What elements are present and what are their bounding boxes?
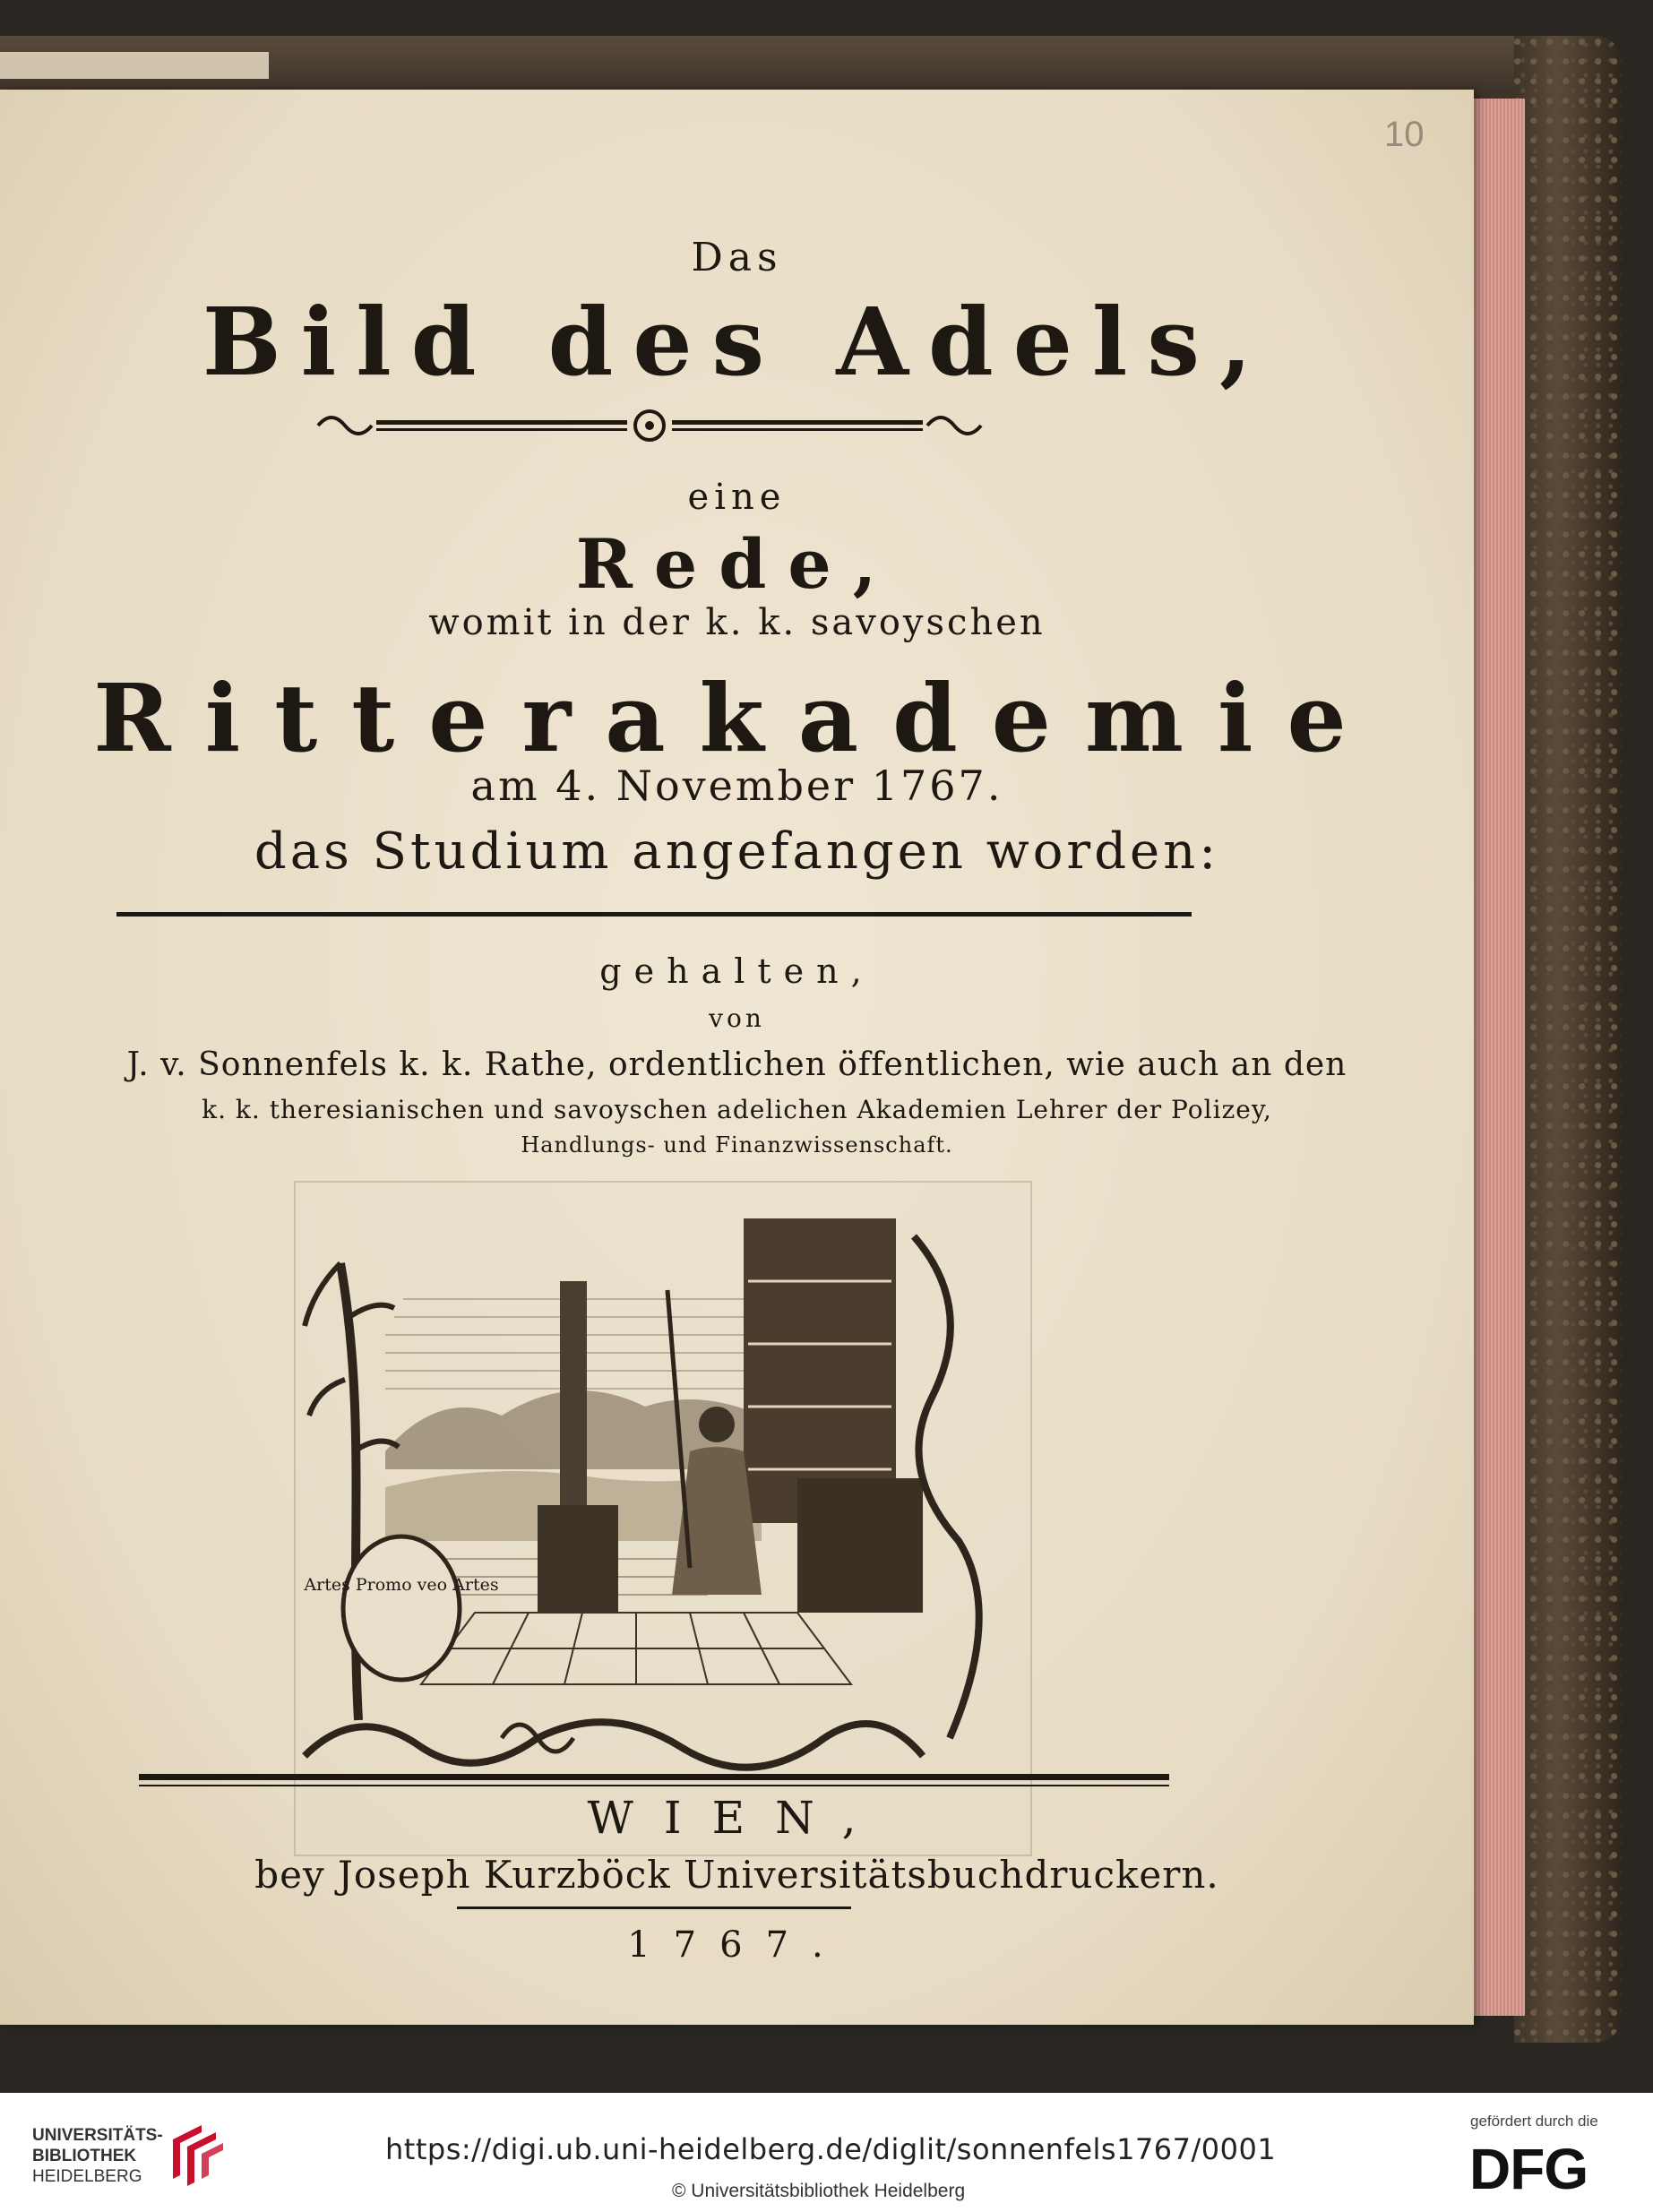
library-logo-text[interactable] [32,2125,163,2187]
vignette-engraving-icon [296,1183,1030,1855]
divider-rule [116,912,1192,917]
bottom-rule-thick [139,1774,1169,1780]
book-cover [1514,36,1622,2043]
gehalten-line: gehalten, [599,951,874,991]
subtitle-womit: womit in der k. k. savoyschen [428,602,1046,643]
title-main: Bild des Adels, [202,287,1272,397]
date-line: am 4. November 1767. [470,762,1003,810]
dfg-logo[interactable]: DFG [1469,2137,1588,2201]
von-line: von [709,1003,765,1033]
copyright-text: © Universitätsbibliothek Heidelberg [672,2181,966,2201]
author-line-3: Handlungs- und Finanzwissenschaft. [521,1132,953,1158]
subtitle-eine: eine [687,477,787,518]
author-line-2: k. k. theresianischen und savoyschen adelichen Akademien Lehrer der Polizey, [202,1095,1272,1124]
folio-number: 10 [1384,115,1425,154]
viewer-footer [0,2093,1653,2212]
subtitle-rede: Rede, [575,524,899,604]
studium-line: das Studium angefangen worden: [254,822,1220,881]
place-line: WIEN, [587,1792,887,1844]
library-name-line-3: HEIDELBERG [32,2167,142,2186]
subtitle-ritterakademie: Ritterakademie [93,663,1381,773]
bottom-rule-thin [139,1785,1169,1786]
library-logo-icon[interactable] [166,2122,228,2186]
ornament-rule-icon [309,399,990,452]
library-name-line-2: BIBLIOTHEK [32,2147,137,2165]
library-name-line-1: UNIVERSITÄTS- [32,2126,163,2145]
printer-line: bey Joseph Kurzböck Universitätsbuchdruckern. [254,1853,1219,1897]
vignette-motto: Artes Promo veo Artes [304,1575,499,1595]
funding-label: gefördert durch die [1470,2113,1598,2130]
permalink-url[interactable]: https://digi.ub.uni-heidelberg.de/diglit/sonnenfels1767/0001 [385,2132,1277,2166]
page-edge [1469,99,1525,2016]
author-line-1: J. v. Sonnenfels k. k. Rathe, ordentlichen öffentlichen, wie auch an den [126,1046,1347,1083]
engraved-vignette [294,1181,1032,1856]
year-line: 1767. [627,1924,847,1966]
title-das: Das [691,235,783,280]
printer-underline [457,1906,851,1909]
